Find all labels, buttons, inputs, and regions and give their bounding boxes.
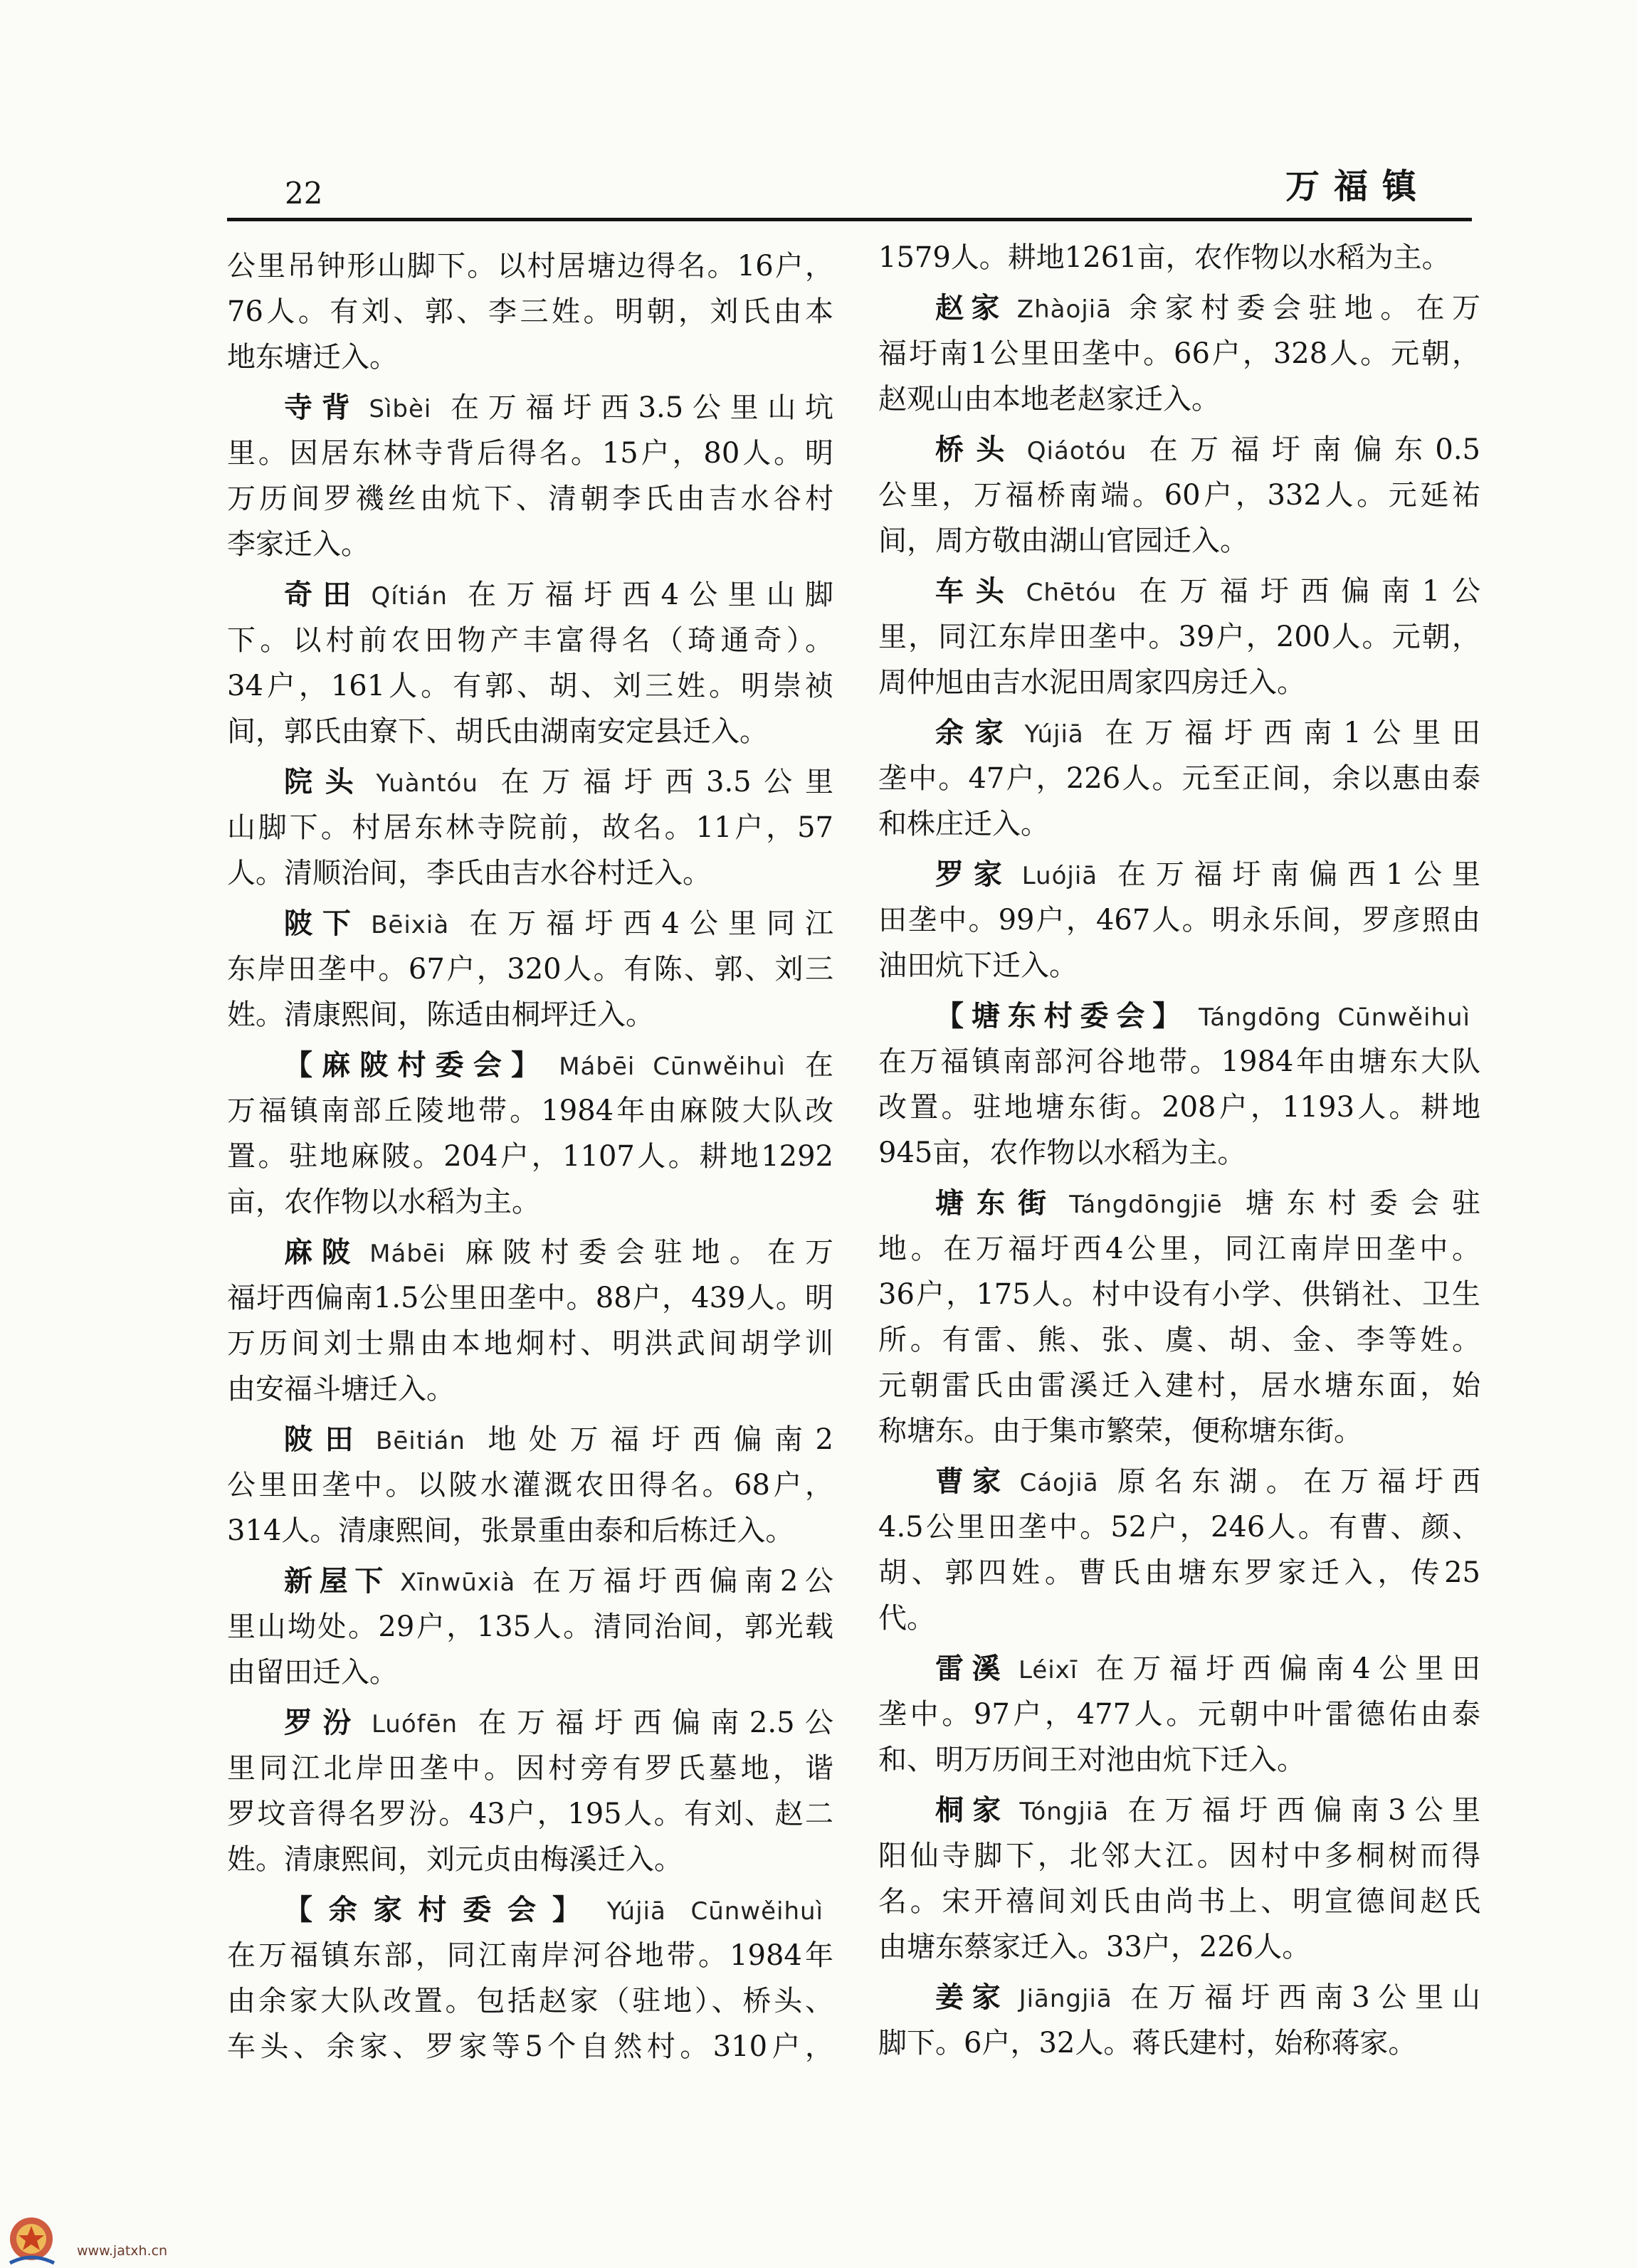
entry-beixia — [227, 901, 833, 1038]
entry-mabei — [227, 1230, 833, 1412]
pinyin: Qítián — [371, 582, 448, 611]
entry-text: 在万福圩西偏南1公 — [1127, 575, 1480, 608]
entry-first-line — [878, 569, 1480, 614]
pinyin: Zhàojiā — [1016, 295, 1112, 324]
committee-first-line — [227, 1887, 833, 1933]
text-line: 在万福镇东部，同江南岸河谷地带。1984年 — [227, 1939, 833, 1972]
entry-first-line — [227, 901, 833, 946]
headword: 赵家 — [935, 291, 1007, 325]
entry-tongjia — [878, 1788, 1480, 1970]
text-line: 元朝雷氏由雷溪迁入建村，居水塘东面，始 — [878, 1369, 1480, 1402]
entry-first-line — [227, 1558, 833, 1604]
text-line: 垄中。97户，477人。元朝中叶雷德佑由泰 — [878, 1698, 1480, 1731]
pinyin: Luójiā — [1021, 862, 1098, 890]
running-title: 万福镇 — [1285, 167, 1431, 206]
text-line: 人。清顺治间，李氏由吉水谷村迁入。 — [227, 857, 711, 890]
entry-qitian — [227, 572, 833, 754]
headword: 寺背 — [284, 391, 359, 424]
entry-text: 余家村委会驻地。在万 — [1122, 292, 1480, 325]
entry-text: 在万福圩西南1公里田 — [1093, 717, 1480, 749]
headword: 桐家 — [935, 1793, 1010, 1827]
continuation-paragraph — [878, 235, 1480, 280]
committee-first-line — [878, 993, 1480, 1039]
entry-first-line — [878, 710, 1480, 756]
text-line: 福圩南1公里田垄中。66户，328人。元朝， — [878, 337, 1480, 370]
text-line: 36户，175人。村中设有小学、供销社、卫生 — [878, 1278, 1480, 1311]
committee-yujia — [227, 1887, 833, 2069]
text-line: 车头、余家、罗家等5个自然村。310户， — [227, 2030, 833, 2063]
headword: 桥头 — [935, 433, 1017, 466]
entry-zhaojia — [878, 285, 1480, 422]
entry-first-line — [227, 572, 833, 618]
text-line: 福圩西偏南1.5公里田垄中。88户，439人。明 — [227, 1282, 833, 1314]
pinyin: Chētóu — [1026, 579, 1117, 607]
pinyin: Jiāngjiā — [1018, 1985, 1112, 2013]
text-line: 山脚下。村居东林寺院前，故名。11户，57 — [227, 811, 833, 844]
text-line: 里山坳处。29户，135人。清同治间，郭光载 — [227, 1610, 833, 1643]
entry-text: 麻陂村委会驻地。在万 — [456, 1236, 833, 1269]
committee-first-line — [227, 1043, 833, 1088]
committee-tangdong — [878, 993, 1480, 1176]
pinyin: Bēitián — [376, 1427, 465, 1455]
entry-first-line — [227, 1700, 833, 1746]
entry-text: 地处万福圩西偏南2 — [475, 1423, 833, 1456]
headword: 奇田 — [284, 578, 362, 611]
entry-jiangjia — [878, 1975, 1480, 2066]
headword: 曹家 — [935, 1465, 1010, 1498]
entry-text: 在万福圩南偏东0.5 — [1137, 433, 1480, 466]
entry-text: 在万福圩西偏南3公里 — [1119, 1794, 1480, 1827]
text-line: 周仲旭由吉水泥田周家四房迁入。 — [878, 666, 1305, 699]
entry-text: 塘东村委会驻 — [1232, 1187, 1480, 1220]
pinyin: Mábēi — [369, 1240, 446, 1268]
text-line: 由余家大队改置。包括赵家（驻地）、桥头、 — [227, 1985, 833, 2018]
entry-first-line — [878, 1646, 1480, 1692]
entry-xinwuxia — [227, 1558, 833, 1695]
headword: 新屋下 — [284, 1564, 391, 1598]
committee-heading: 【麻陂村委会】 — [284, 1048, 549, 1082]
headword: 陂下 — [284, 907, 362, 940]
text-line: 由留田迁入。 — [227, 1656, 398, 1689]
entry-first-line — [227, 1230, 833, 1275]
text-line: 赵观山由本地老赵家迁入。 — [878, 383, 1220, 416]
text-line: 改置。驻地塘东街。208户，1193人。耕地 — [878, 1091, 1480, 1124]
entry-luofen — [227, 1700, 833, 1882]
continuation-paragraph — [227, 243, 833, 380]
text-line: 胡、郭四姓。曹氏由塘东罗家迁入，传25 — [878, 1556, 1480, 1589]
text-line: 1579人。耕地1261亩，农作物以水稻为主。 — [878, 241, 1451, 274]
entry-text: 在万福圩南偏西1公里 — [1107, 858, 1480, 891]
pinyin: Yújiā — [1024, 720, 1084, 749]
pinyin: Tóngjiā — [1019, 1798, 1110, 1826]
headword: 罗汾 — [284, 1706, 362, 1739]
entry-text: 原名东湖。在万福圩西 — [1108, 1465, 1480, 1498]
text-line: 间，周方敬由湖山官园迁入。 — [878, 524, 1248, 557]
society-emblem-icon — [3, 2206, 68, 2266]
text-line: 和株庄迁入。 — [878, 808, 1049, 840]
entry-text: 在万福圩西偏南2公 — [525, 1565, 833, 1598]
pinyin: Xīnwūxià — [400, 1568, 516, 1597]
entry-first-line — [227, 759, 833, 805]
text-line: 脚下。6户，32人。蒋氏建村，始称蒋家。 — [878, 2027, 1417, 2059]
entry-text: 在万福圩西偏南4公里田 — [1088, 1652, 1480, 1685]
site-watermark[interactable] — [3, 2206, 167, 2266]
text-line: 称塘东。由于集市繁荣，便称塘东街。 — [878, 1415, 1362, 1447]
text-line: 姓。清康熙间，刘元贞由梅溪迁入。 — [227, 1843, 683, 1876]
entry-first-line — [878, 427, 1480, 473]
entry-text: 在万福圩西3.5公里山坑 — [441, 391, 833, 424]
text-line: 34户，161人。有郭、胡、刘三姓。明崇祯 — [227, 670, 833, 702]
text-line: 东岸田垄中。67户，320人。有陈、郭、刘三 — [227, 953, 833, 986]
text-line: 万福镇南部丘陵地带。1984年由麻陂大队改 — [227, 1095, 833, 1127]
committee-mabei — [227, 1043, 833, 1225]
committee-heading: 【塘东村委会】 — [935, 999, 1189, 1033]
text-line: 田垄中。99户，467人。明永乐间，罗彦照由 — [878, 904, 1480, 937]
entry-first-line — [227, 1417, 833, 1462]
entry-first-line — [878, 1459, 1480, 1504]
entry-first-line — [878, 285, 1480, 331]
pinyin: Tángdōng Cūnwěihuì — [1199, 1003, 1470, 1032]
watermark-site-url[interactable]: www.jatxh.cn — [77, 2243, 168, 2259]
text-line: 下。以村前农田物产丰富得名（琦通奇）。 — [227, 624, 833, 657]
entry-sibei — [227, 385, 833, 567]
text-line: 垄中。47户，226人。元至正间，余以惠由泰 — [878, 762, 1480, 795]
entry-qiaotou — [878, 427, 1480, 564]
pinyin: Cáojiā — [1019, 1469, 1099, 1497]
headword: 陂田 — [284, 1423, 367, 1456]
entry-first-line — [878, 1788, 1480, 1833]
entry-yuantou — [227, 759, 833, 896]
text-line: 314人。清康熙间，张景重由泰和后栋迁入。 — [227, 1514, 794, 1547]
text-line: 地。在万福圩西4公里，同江南岸田垄中。 — [878, 1233, 1480, 1265]
left-column — [227, 243, 833, 2069]
headword: 姜家 — [935, 1980, 1009, 2014]
text-line: 间，郭氏由寮下、胡氏由湖南安定县迁入。 — [227, 715, 768, 748]
text-line: 公里吊钟形山脚下。以村居塘边得名。16户， — [227, 250, 833, 283]
entry-first-line — [227, 385, 833, 431]
text-line: 所。有雷、熊、张、虞、胡、金、李等姓。 — [878, 1324, 1480, 1356]
entry-leixi — [878, 1646, 1480, 1783]
text-line: 在万福镇南部河谷地带。1984年由塘东大队 — [878, 1045, 1480, 1078]
text-line: 阳仙寺脚下，北邻大江。因村中多桐树而得 — [878, 1840, 1480, 1872]
headword: 车头 — [935, 574, 1016, 608]
entry-text: 在 — [795, 1049, 833, 1082]
text-line: 和、明万历间王对池由炕下迁入。 — [878, 1744, 1305, 1776]
entry-tangdongjie — [878, 1181, 1480, 1454]
text-line: 里同江北岸田垄中。因村旁有罗氏墓地，谐 — [227, 1752, 833, 1785]
pinyin: Luófēn — [371, 1710, 458, 1739]
entry-text: 在万福圩西偏南2.5公 — [468, 1707, 833, 1739]
pinyin: Sìbèi — [369, 395, 432, 423]
entry-luojia — [878, 852, 1480, 988]
headword: 塘东街 — [935, 1186, 1060, 1220]
page-number: 22 — [285, 176, 323, 211]
headword: 余家 — [935, 716, 1015, 749]
text-line: 万历间罗禨丝由炕下、清朝李氏由吉水谷村 — [227, 482, 833, 515]
entry-text: 在万福圩西4公里同江 — [459, 907, 833, 940]
pinyin: Tángdōngjiē — [1069, 1191, 1223, 1219]
text-line: 里。因居东林寺背后得名。15户，80人。明 — [227, 437, 833, 470]
text-line: 代。 — [878, 1602, 935, 1635]
right-column — [878, 235, 1480, 2066]
text-line: 公里，万福桥南端。60户，332人。元延祐 — [878, 479, 1480, 512]
text-line: 4.5公里田垄中。52户，246人。有曹、颜、 — [878, 1511, 1480, 1544]
text-line: 油田炕下迁入。 — [878, 949, 1078, 982]
headword: 麻陂 — [284, 1235, 360, 1269]
text-line: 由塘东蔡家迁入。33户，226人。 — [878, 1931, 1311, 1963]
text-line: 地东塘迁入。 — [227, 341, 398, 374]
entry-first-line — [878, 1975, 1480, 2020]
text-line: 万历间刘士鼎由本地炯村、明洪武间胡学训 — [227, 1327, 833, 1360]
pinyin: Yújiā Cūnwěihuì — [606, 1897, 824, 1926]
headword: 罗家 — [935, 858, 1012, 891]
text-line: 里，同江东岸田垄中。39户，200人。元朝， — [878, 621, 1480, 653]
entry-text: 在万福圩西南3公里山 — [1122, 1981, 1480, 2014]
text-line: 945亩，农作物以水稻为主。 — [878, 1136, 1246, 1169]
text-line: 罗坟音得名罗汾。43户，195人。有刘、赵二 — [227, 1798, 833, 1830]
headword: 院头 — [284, 765, 367, 798]
entry-yujia — [878, 710, 1480, 847]
text-line: 由安福斗塘迁入。 — [227, 1373, 455, 1405]
headword: 雷溪 — [935, 1652, 1009, 1685]
entry-first-line — [878, 1181, 1480, 1226]
text-line: 姓。清康熙间，陈适由桐坪迁入。 — [227, 998, 654, 1031]
entry-beitian — [227, 1417, 833, 1554]
entry-chetou — [878, 569, 1480, 705]
pinyin: Mábēi Cūnwěihuì — [559, 1053, 786, 1081]
text-line: 亩，农作物以水稻为主。 — [227, 1186, 540, 1218]
header-rule — [227, 218, 1472, 221]
text-line: 置。驻地麻陂。204户，1107人。耕地1292 — [227, 1140, 833, 1173]
committee-heading: 【余家村委会】 — [284, 1893, 597, 1926]
text-line: 公里田垄中。以陂水灌溉农田得名。68户， — [227, 1469, 833, 1502]
entry-caojia — [878, 1459, 1480, 1641]
text-line: 名。宋开禧间刘氏由尚书上、明宣德间赵氏 — [878, 1885, 1480, 1918]
entry-first-line — [878, 852, 1480, 897]
pinyin: Yuàntóu — [376, 769, 478, 798]
text-line: 李家迁入。 — [227, 528, 369, 561]
entry-text: 在万福圩西3.5公里 — [488, 766, 833, 798]
entry-text: 在万福圩西4公里山脚 — [457, 579, 833, 611]
pinyin: Bēixià — [371, 911, 450, 939]
pinyin: Léixī — [1018, 1656, 1078, 1684]
text-line: 76人。有刘、郭、李三姓。明朝，刘氏由本 — [227, 295, 833, 328]
pinyin: Qiáotóu — [1026, 437, 1127, 465]
